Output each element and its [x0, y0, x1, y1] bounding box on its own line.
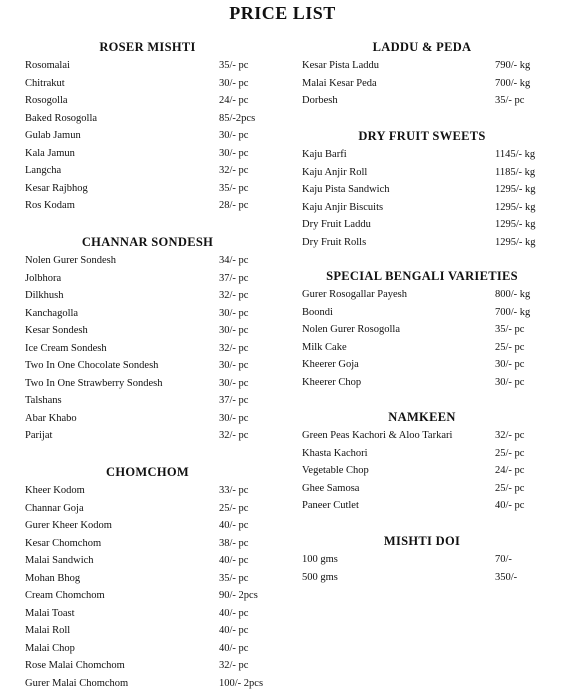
item-price: 40/- pc [219, 642, 249, 654]
menu-item-row [302, 181, 542, 199]
item-price: 30/- pc [219, 360, 249, 371]
section-title: SPECIAL BENGALI VARIETIES [326, 269, 518, 283]
item-price: 30/- pc [219, 307, 249, 319]
item-price: 35/- pc [219, 182, 249, 194]
item-price: 35/- pc [219, 572, 249, 584]
item-name: Ice Cream Sondesh [25, 342, 107, 354]
item-price: 38/- pc [219, 537, 249, 549]
item-price: 1295/- kg [495, 184, 536, 195]
item-name: Dorbesh [302, 95, 338, 106]
item-price: 1185/- kg [495, 166, 536, 178]
item-name: Malai Chop [25, 642, 75, 654]
item-price: 25/- pc [495, 447, 525, 459]
item-name: Green Peas Kachori & Aloo Tarkari [302, 430, 453, 441]
item-name: Milk Cake [302, 341, 347, 353]
item-price: 35/- pc [219, 60, 249, 71]
menu-item-row [302, 374, 542, 392]
menu-item-row [25, 322, 270, 340]
menu-item-row [302, 199, 542, 217]
item-price: 30/- pc [219, 130, 249, 141]
item-price: 40/- pc [219, 520, 249, 531]
item-name: Langcha [25, 165, 62, 176]
section-roser-mishti [25, 37, 270, 215]
menu-item-row [25, 110, 270, 128]
menu-item-row [25, 127, 270, 145]
item-price: 30/- pc [219, 377, 249, 389]
item-name: Kala Jamun [25, 147, 75, 159]
item-price: 1145/- kg [495, 149, 536, 160]
item-name: Baked Rosogolla [25, 112, 98, 124]
item-name: Kesar Chomchom [25, 537, 102, 549]
item-name: Gurer Malai Chomchom [25, 677, 129, 689]
item-name: Gurer Rosogallar Payesh [302, 289, 407, 300]
item-name: Abar Khabo [25, 412, 77, 424]
menu-item-row [302, 57, 542, 75]
section-title: NAMKEEN [388, 410, 456, 424]
item-name: Mohan Bhog [25, 572, 81, 584]
item-name: Paneer Cutlet [302, 500, 359, 511]
section-title: ROSER MISHTI [99, 40, 196, 54]
menu-item-row [25, 570, 270, 588]
item-price: 800/- kg [495, 289, 531, 300]
section-title: DRY FRUIT SWEETS [358, 129, 486, 143]
section-channar-sondesh [25, 232, 270, 445]
item-name: Kesar Sondesh [25, 325, 88, 336]
item-name: Kheerer Chop [302, 376, 362, 388]
item-name: 100 gms [302, 554, 338, 565]
item-name: Dry Fruit Rolls [302, 236, 367, 248]
item-name: Malai Sandwich [25, 555, 94, 566]
item-price: 32/- pc [219, 165, 249, 176]
menu-item-row [302, 462, 542, 480]
item-list [25, 57, 270, 215]
item-name: Kesar Rajbhog [25, 182, 88, 194]
item-name: Kesar Pista Laddu [302, 60, 379, 71]
menu-item-row [302, 321, 542, 339]
item-price: 1295/- kg [495, 201, 536, 213]
item-name: Rosogolla [25, 95, 68, 106]
item-name: Kanchagolla [25, 307, 79, 319]
item-price: 35/- pc [495, 324, 525, 335]
item-name: Dry Fruit Laddu [302, 219, 371, 230]
menu-item-row [302, 75, 542, 93]
item-price: 1295/- kg [495, 219, 536, 230]
menu-item-row [302, 92, 542, 110]
item-price: 40/- pc [219, 625, 249, 636]
item-price: 28/- pc [219, 200, 249, 211]
menu-item-row [302, 234, 542, 252]
item-name: Talshans [25, 395, 62, 406]
menu-item-row [302, 480, 542, 498]
menu-item-row [25, 340, 270, 358]
item-name: Cream Chomchom [25, 590, 105, 601]
menu-item-row [302, 551, 542, 569]
section-namkeen [302, 407, 542, 515]
menu-item-row [25, 357, 270, 375]
menu-item-row [302, 146, 542, 164]
menu-item-row [25, 640, 270, 658]
menu-item-row [25, 482, 270, 500]
item-list [25, 482, 270, 692]
item-price: 25/- pc [495, 341, 525, 353]
item-name: Rosomalai [25, 60, 70, 71]
menu-item-row [25, 375, 270, 393]
item-name: Rose Malai Chomchom [25, 660, 125, 671]
item-price: 37/- pc [219, 395, 249, 406]
item-name: Nolen Gurer Sondesh [25, 255, 116, 266]
menu-item-row [25, 552, 270, 570]
menu-item-row [302, 164, 542, 182]
menu-item-row [25, 197, 270, 215]
item-price: 30/- pc [219, 147, 249, 159]
section-mishti-doi [302, 531, 542, 586]
menu-item-row [25, 392, 270, 410]
item-name: Two In One Strawberry Sondesh [25, 377, 163, 389]
item-name: Kaju Barfi [302, 149, 347, 160]
item-name: Chitrakut [25, 77, 65, 89]
section-chomchom [25, 462, 270, 692]
item-price: 85/-2pcs [219, 112, 256, 124]
menu-item-row [25, 587, 270, 605]
menu-item-row [302, 286, 542, 304]
item-name: Vegetable Chop [302, 465, 369, 476]
item-price: 32/- pc [219, 430, 249, 441]
item-name: Gulab Jamun [25, 130, 81, 141]
item-price: 70/- [495, 554, 512, 565]
menu-item-row [25, 162, 270, 180]
menu-item-row [302, 216, 542, 234]
section-title: LADDU & PEDA [372, 40, 472, 54]
item-name: Gurer Kheer Kodom [25, 520, 112, 531]
menu-item-row [25, 535, 270, 553]
item-name: Parijat [25, 430, 53, 441]
section-laddu-peda [302, 37, 542, 110]
menu-item-row [25, 517, 270, 535]
item-list [302, 286, 542, 391]
item-price: 33/- pc [219, 485, 249, 496]
item-price: 1295/- kg [495, 236, 536, 248]
menu-item-row [25, 145, 270, 163]
menu-item-row [25, 427, 270, 445]
section-title: CHOMCHOM [106, 465, 189, 479]
section-title: MISHTI DOI [383, 534, 461, 548]
item-name: 500 gms [302, 571, 338, 583]
item-price: 350/- [495, 571, 518, 583]
item-name: Dilkhush [25, 290, 64, 301]
item-price: 790/- kg [495, 60, 531, 71]
item-price: 700/- kg [495, 77, 531, 89]
section-dry-fruit-sweets [302, 126, 542, 251]
menu-item-row [25, 410, 270, 428]
menu-item-row [25, 500, 270, 518]
item-name: Kheer Kodom [25, 485, 85, 496]
item-name: Malai Toast [25, 607, 75, 619]
menu-item-row [302, 339, 542, 357]
item-price: 30/- pc [495, 376, 525, 388]
menu-item-row [25, 252, 270, 270]
section-special-bengali-varieties [302, 266, 542, 391]
item-price: 40/- pc [219, 607, 249, 619]
item-price: 25/- pc [495, 482, 525, 494]
item-name: Malai Kesar Peda [302, 77, 377, 89]
menu-item-row [25, 57, 270, 75]
menu-item-row [25, 75, 270, 93]
menu-item-row [25, 270, 270, 288]
menu-item-row [25, 657, 270, 675]
section-title: CHANNAR SONDESH [81, 235, 214, 249]
menu-item-row [302, 445, 542, 463]
item-name: Malai Roll [25, 625, 71, 636]
item-price: 32/- pc [495, 430, 525, 441]
item-list [302, 57, 542, 110]
item-price: 32/- pc [219, 290, 249, 301]
item-price: 35/- pc [495, 95, 525, 106]
item-name: Kaju Anjir Biscuits [302, 201, 384, 213]
menu-item-row [302, 497, 542, 515]
menu-item-row [302, 304, 542, 322]
item-list [302, 146, 542, 251]
page-title: PRICE LIST [229, 3, 336, 23]
item-price: 34/- pc [219, 255, 249, 266]
item-name: Channar Goja [25, 502, 84, 514]
menu-item-row [302, 356, 542, 374]
item-name: Kaju Pista Sandwich [302, 184, 390, 195]
menu-item-row [25, 605, 270, 623]
item-name: Ros Kodam [25, 200, 75, 211]
item-price: 25/- pc [219, 502, 249, 514]
item-price: 32/- pc [219, 342, 249, 354]
item-name: Khasta Kachori [302, 447, 368, 459]
menu-item-row [25, 287, 270, 305]
menu-item-row [25, 675, 270, 693]
item-price: 24/- pc [219, 95, 249, 106]
item-price: 30/- pc [495, 359, 525, 370]
menu-item-row [25, 622, 270, 640]
item-price: 37/- pc [219, 272, 249, 284]
item-list [302, 551, 542, 586]
item-name: Ghee Samosa [302, 482, 360, 494]
item-price: 32/- pc [219, 660, 249, 671]
item-price: 30/- pc [219, 77, 249, 89]
item-list [25, 252, 270, 445]
item-price: 100/- 2pcs [219, 677, 264, 689]
item-price: 90/- 2pcs [219, 590, 258, 601]
item-name: Jolbhora [25, 272, 62, 284]
item-price: 40/- pc [219, 555, 249, 566]
item-name: Nolen Gurer Rosogolla [302, 324, 400, 335]
item-price: 40/- pc [495, 500, 525, 511]
item-price: 700/- kg [495, 306, 531, 318]
item-name: Kheerer Goja [302, 359, 359, 370]
menu-item-row [25, 305, 270, 323]
item-price: 30/- pc [219, 325, 249, 336]
menu-item-row [302, 569, 542, 587]
item-name: Two In One Chocolate Sondesh [25, 360, 159, 371]
item-list [302, 427, 542, 515]
item-price: 24/- pc [495, 465, 525, 476]
item-price: 30/- pc [219, 412, 249, 424]
item-name: Boondi [302, 306, 333, 318]
menu-item-row [25, 92, 270, 110]
menu-item-row [25, 180, 270, 198]
menu-item-row [302, 427, 542, 445]
item-name: Kaju Anjir Roll [302, 166, 368, 178]
